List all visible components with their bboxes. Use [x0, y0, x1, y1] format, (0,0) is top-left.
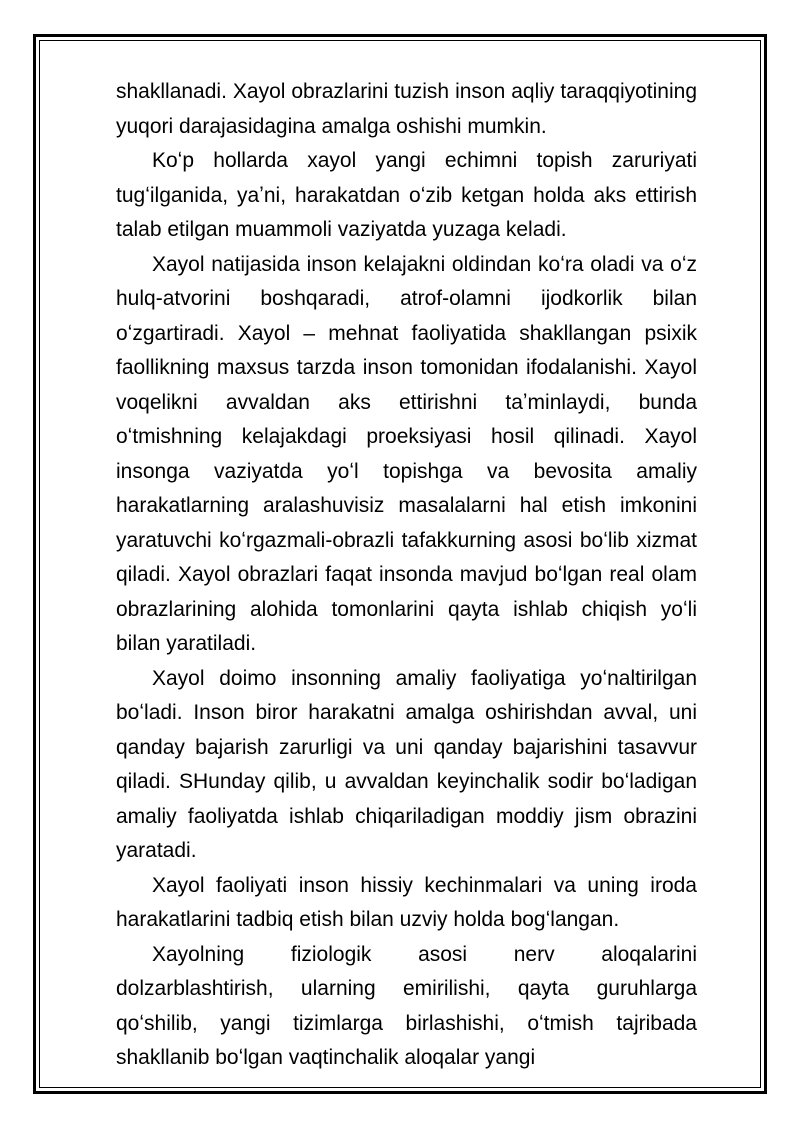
document-body: [116, 75, 697, 1076]
paragraph: Xayol doimo insonning amaliy faoliyatiga yoʻnaltirilgan boʻladi. Inson biror harakatni amalga oshirishdan avval, uni qanday bajarish zarurligi va uni qanday bajarishini tasavvur qiladi. SHunday qilib, u avvaldan keyinchalik sodir boʻladigan amaliy faoliyatda ishlab chiqariladigan moddiy jism obrazini yaratadi.: [116, 666, 697, 862]
paragraph: Xayol faoliyati inson hissiy kechinmalari va uning iroda harakatlarini tadbiq etish bilan uzviy holda bogʻlangan.: [116, 873, 697, 931]
paragraph: shakllanadi. Xayol obrazlarini tuzish inson aqliy taraqqiyotining yuqori darajasidagina amalga oshishi mumkin.: [116, 80, 697, 138]
paragraph: Koʻp hollarda xayol yangi echimni topish zaruriyati tugʻilganida, yaʼni, harakatdan oʻzib ketgan holda aks ettirish talab etilgan muammoli vaziyatda yuzaga keladi.: [116, 149, 697, 241]
paragraph: Xayolning fiziologik asosi nerv aloqalarini dolzarblashtirish, ularning emirilishi, qayta guruhlarga qoʻshilib, yangi tizimlarga birlashishi, oʻtmish tajribada shakllanib boʻlgan vaqtinchalik aloqalar yangi: [116, 942, 697, 1069]
paragraph: Xayol natijasida inson kelajakni oldindan koʻra oladi va oʻz hulq-atvorini boshqaradi, atrof-olamni ijodkorlik bilan oʻzgartiradi. Xayol – mehnat faoliyatida shakllangan psixik faollikning maxsus tarzda inson tomonidan ifodalanishi. Xayol voqelikni avvaldan aks ettirishni taʼminlaydi, bunda oʻtmishning kelajakdagi proeksiyasi hosil qilinadi. Xayol insonga vaziyatda yoʻl topishga va bevosita amaliy harakatlarning aralashuvisiz masalalarni hal etish imkonini yaratuvchi koʻrgazmali-obrazli tafakkurning asosi boʻlib xizmat qiladi. Xayol obrazlari faqat insonda mavjud boʻlgan real olam obrazlarining alohida tomonlarini qayta ishlab chiqish yoʻli bilan yaratiladi.: [116, 252, 697, 655]
